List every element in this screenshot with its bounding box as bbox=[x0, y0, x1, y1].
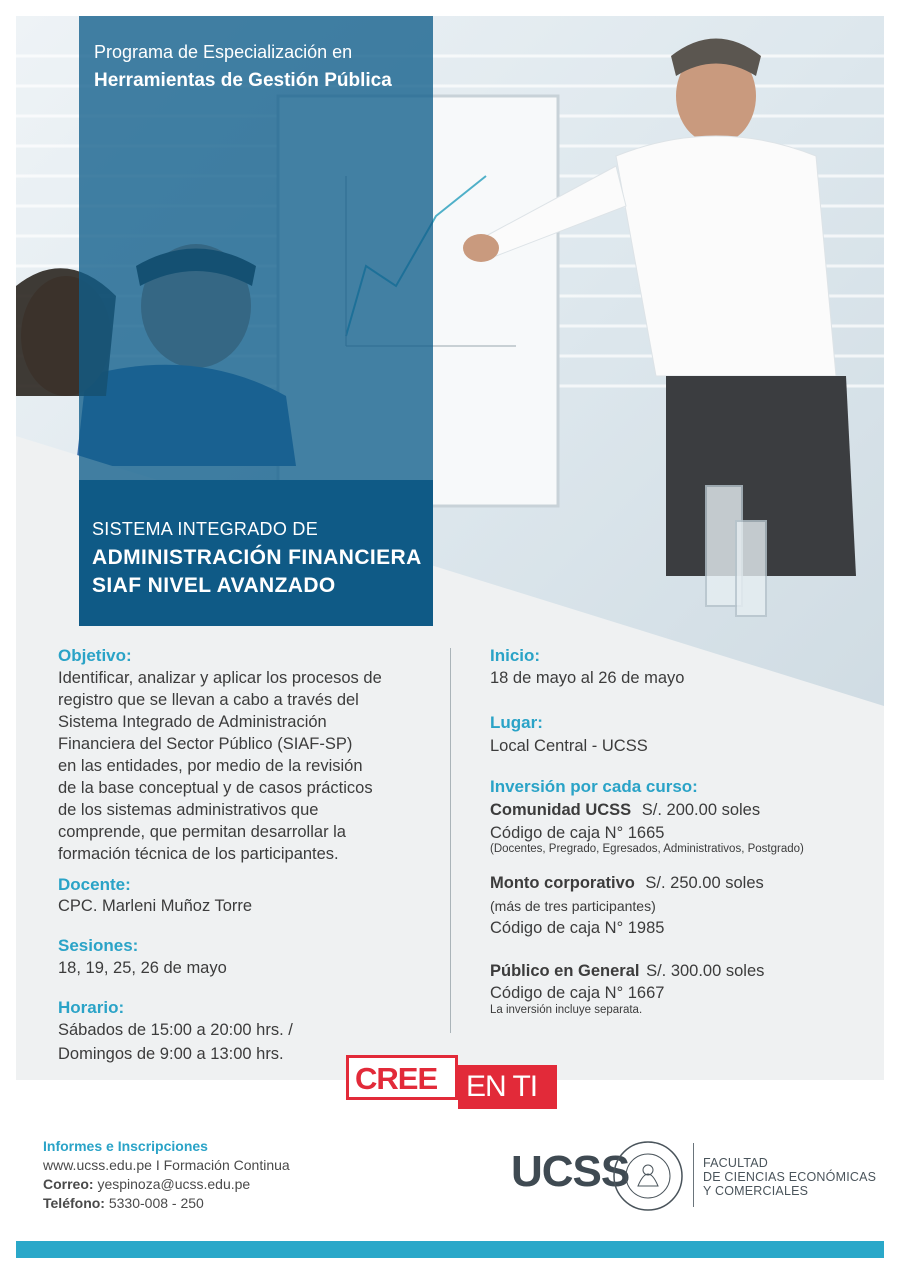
publico-note: La inversión incluye separata. bbox=[490, 1004, 643, 1016]
inversion-heading: Inversión por cada curso: bbox=[490, 777, 698, 796]
faculty-line1: FACULTAD bbox=[703, 1156, 769, 1170]
comunidad-price-row bbox=[490, 799, 760, 821]
docente-heading: Docente: bbox=[58, 875, 131, 894]
objetivo-line: de la base conceptual y de casos prácticos bbox=[58, 779, 373, 797]
faculty-line2: DE CIENCIAS ECONÓMICAS bbox=[703, 1170, 877, 1184]
objetivo-line: formación técnica de los participantes. bbox=[58, 845, 339, 863]
lugar-text: Local Central - UCSS bbox=[490, 737, 648, 755]
program-subtitle: Programa de Especialización en bbox=[94, 42, 353, 62]
objetivo-line: de los sistemas administrativos que bbox=[58, 801, 319, 819]
inicio-heading: Inicio: bbox=[490, 646, 541, 665]
faculty-line3: Y COMERCIALES bbox=[703, 1184, 809, 1198]
column-divider bbox=[450, 648, 451, 1033]
horario-line1: Sábados de 15:00 a 20:00 hrs. / bbox=[58, 1021, 293, 1039]
footer-bar bbox=[16, 1241, 884, 1258]
sesiones-dates: 18, 19, 25, 26 de mayo bbox=[58, 959, 227, 977]
objetivo-line: Sistema Integrado de Administración bbox=[58, 713, 327, 731]
corporativo-price-row bbox=[490, 872, 764, 894]
contact-heading: Informes e Inscripciones bbox=[43, 1138, 208, 1154]
publico-code: Código de caja N° 1667 bbox=[490, 984, 665, 1002]
docente-name: CPC. Marleni Muñoz Torre bbox=[58, 897, 253, 915]
lugar-heading: Lugar: bbox=[490, 713, 543, 732]
contact-email-row bbox=[43, 1176, 250, 1192]
university-seal-icon bbox=[612, 1140, 684, 1212]
phone-label: Teléfono: bbox=[43, 1195, 105, 1211]
cree-box bbox=[346, 1055, 458, 1100]
corporativo-price: S/. 250.00 soles bbox=[645, 874, 764, 892]
contact-phone-row bbox=[43, 1195, 204, 1211]
objetivo-text bbox=[58, 667, 382, 865]
objetivo-line: Financiera del Sector Público (SIAF-SP) bbox=[58, 735, 353, 753]
faculty-divider bbox=[693, 1143, 694, 1207]
en-ti-box bbox=[458, 1065, 557, 1109]
cree-en-ti-logo bbox=[346, 1055, 557, 1111]
email-label: Correo: bbox=[43, 1176, 94, 1192]
ucss-logo: UCSS bbox=[511, 1147, 630, 1196]
horario-line2: Domingos de 9:00 a 13:00 hrs. bbox=[58, 1045, 284, 1063]
objetivo-heading: Objetivo: bbox=[58, 646, 132, 665]
publico-price: S/. 300.00 soles bbox=[646, 962, 765, 980]
comunidad-price: S/. 200.00 soles bbox=[641, 801, 761, 819]
inicio-dates: 18 de mayo al 26 de mayo bbox=[490, 669, 685, 687]
objetivo-line: comprende, que permitan desarrollar la bbox=[58, 823, 346, 841]
horario-heading: Horario: bbox=[58, 998, 125, 1017]
comunidad-code: Código de caja N° 1665 bbox=[490, 824, 665, 842]
objetivo-line: en las entidades, por medio de la revisión bbox=[58, 757, 363, 775]
publico-price-row bbox=[490, 960, 764, 982]
program-title: Herramientas de Gestión Pública bbox=[94, 70, 392, 91]
course-title-line1: ADMINISTRACIÓN FINANCIERA bbox=[92, 546, 422, 569]
corporativo-label: Monto corporativo bbox=[490, 874, 635, 892]
objetivo-line: Identificar, analizar y aplicar los procesos de bbox=[58, 669, 382, 687]
corporativo-code: Código de caja N° 1985 bbox=[490, 919, 665, 937]
contact-web[interactable]: www.ucss.edu.pe I Formación Continua bbox=[43, 1157, 290, 1173]
en-ti-text: EN TI bbox=[466, 1070, 538, 1103]
sesiones-heading: Sesiones: bbox=[58, 936, 139, 955]
corporativo-note: (más de tres participantes) bbox=[490, 898, 656, 914]
cree-text: CREE bbox=[355, 1061, 438, 1096]
contact-phone: 5330-008 - 250 bbox=[108, 1195, 204, 1211]
course-title-line2: SIAF NIVEL AVANZADO bbox=[92, 574, 336, 597]
objetivo-line: registro que se llevan a cabo a través del bbox=[58, 691, 359, 709]
course-kicker: SISTEMA INTEGRADO DE bbox=[92, 519, 319, 539]
comunidad-label: Comunidad UCSS bbox=[490, 801, 632, 819]
publico-label: Público en General bbox=[490, 962, 640, 980]
contact-email[interactable]: yespinoza@ucss.edu.pe bbox=[97, 1176, 251, 1192]
comunidad-note: (Docentes, Pregrado, Egresados, Administrativos, Postgrado) bbox=[490, 843, 804, 855]
